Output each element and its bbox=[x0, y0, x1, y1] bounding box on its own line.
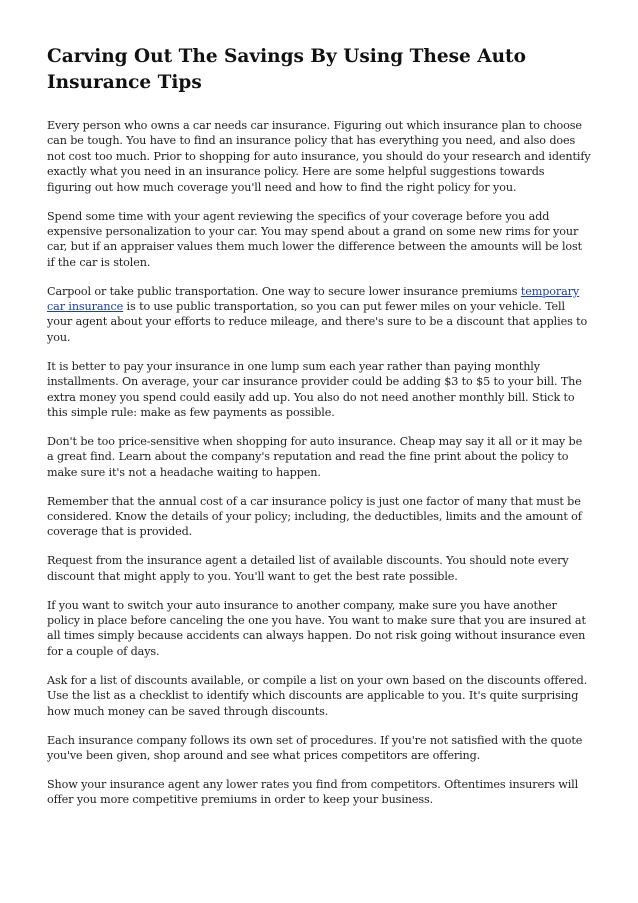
paragraph-3-text-after: is to use public transportation, so you can put fewer miles on your vehicle. Tell your agent about your efforts to reduce mileage, and there's sure to be a discount that applies to you. bbox=[47, 300, 588, 344]
paragraph-3 bbox=[47, 284, 592, 346]
temporary-car-insurance-link[interactable]: temporary car insurance bbox=[47, 284, 580, 314]
paragraph-2: Spend some time with your agent reviewing the specifics of your coverage before you add expensive personalization to your car. You may spend about a grand on some new rims for your car, but if an appraiser values them much lower the difference between the amounts will be lost if the car is stolen. bbox=[47, 209, 583, 269]
paragraph-4: It is better to pay your insurance in one lump sum each year rather than paying monthly installments. On average, your car insurance provider could be adding $3 to $5 to your bill. The extra money you spend could easily add up. You also do not need another monthly bill. Stick to this simple rule: make as few payments as possible. bbox=[47, 359, 582, 419]
paragraph-6: Remember that the annual cost of a car insurance policy is just one factor of many that must be considered. Know the details of your policy; including, the deductibles, limits and the amount of coverage that is provided. bbox=[47, 494, 582, 539]
document-title: Carving Out The Savings By Using These Auto Insurance Tips bbox=[47, 46, 526, 93]
paragraph-1: Every person who owns a car needs car insurance. Figuring out which insurance plan to choose can be tough. You have to find an insurance policy that has everything you need, and also does not cost too much. Prior to shopping for auto insurance, you should do your research and identify exactly what you need in an insurance policy. Here are some helpful suggestions towards figuring out how much coverage you'll need and how to find the right policy for you. bbox=[47, 119, 591, 194]
paragraph-3-text-before: Carpool or take public transportation. One way to secure lower insurance premiums bbox=[47, 284, 521, 298]
paragraph-10: Each insurance company follows its own set of procedures. If you're not satisfied with the quote you've been given, shop around and see what prices competitors are offering. bbox=[47, 733, 583, 762]
paragraph-11: Show your insurance agent any lower rates you find from competitors. Oftentimes insurers will offer you more competitive premiums in order to keep your business. bbox=[47, 777, 579, 807]
paragraph-5: Don't be too price-sensitive when shopping for auto insurance. Cheap may say it all or it may be a great find. Learn about the company's reputation and read the fine print about the policy to make sure it's not a headache waiting to happen. bbox=[47, 434, 583, 479]
document-page bbox=[47, 44, 592, 821]
paragraph-9: Ask for a list of discounts available, or compile a list on your own based on the discounts offered. Use the list as a checklist to identify which discounts are applicable to you. It's quite surprising how much money can be saved through discounts. bbox=[47, 673, 588, 718]
paragraph-7: Request from the insurance agent a detailed list of available discounts. You should note every discount that might apply to you. You'll want to get the best rate possible. bbox=[47, 554, 569, 583]
paragraph-8: If you want to switch your auto insurance to another company, make sure you have another policy in place before canceling the one you have. You want to make sure that you are insured at all times simply because accidents can always happen. Do not risk going without insurance even for a couple of days. bbox=[47, 598, 586, 658]
